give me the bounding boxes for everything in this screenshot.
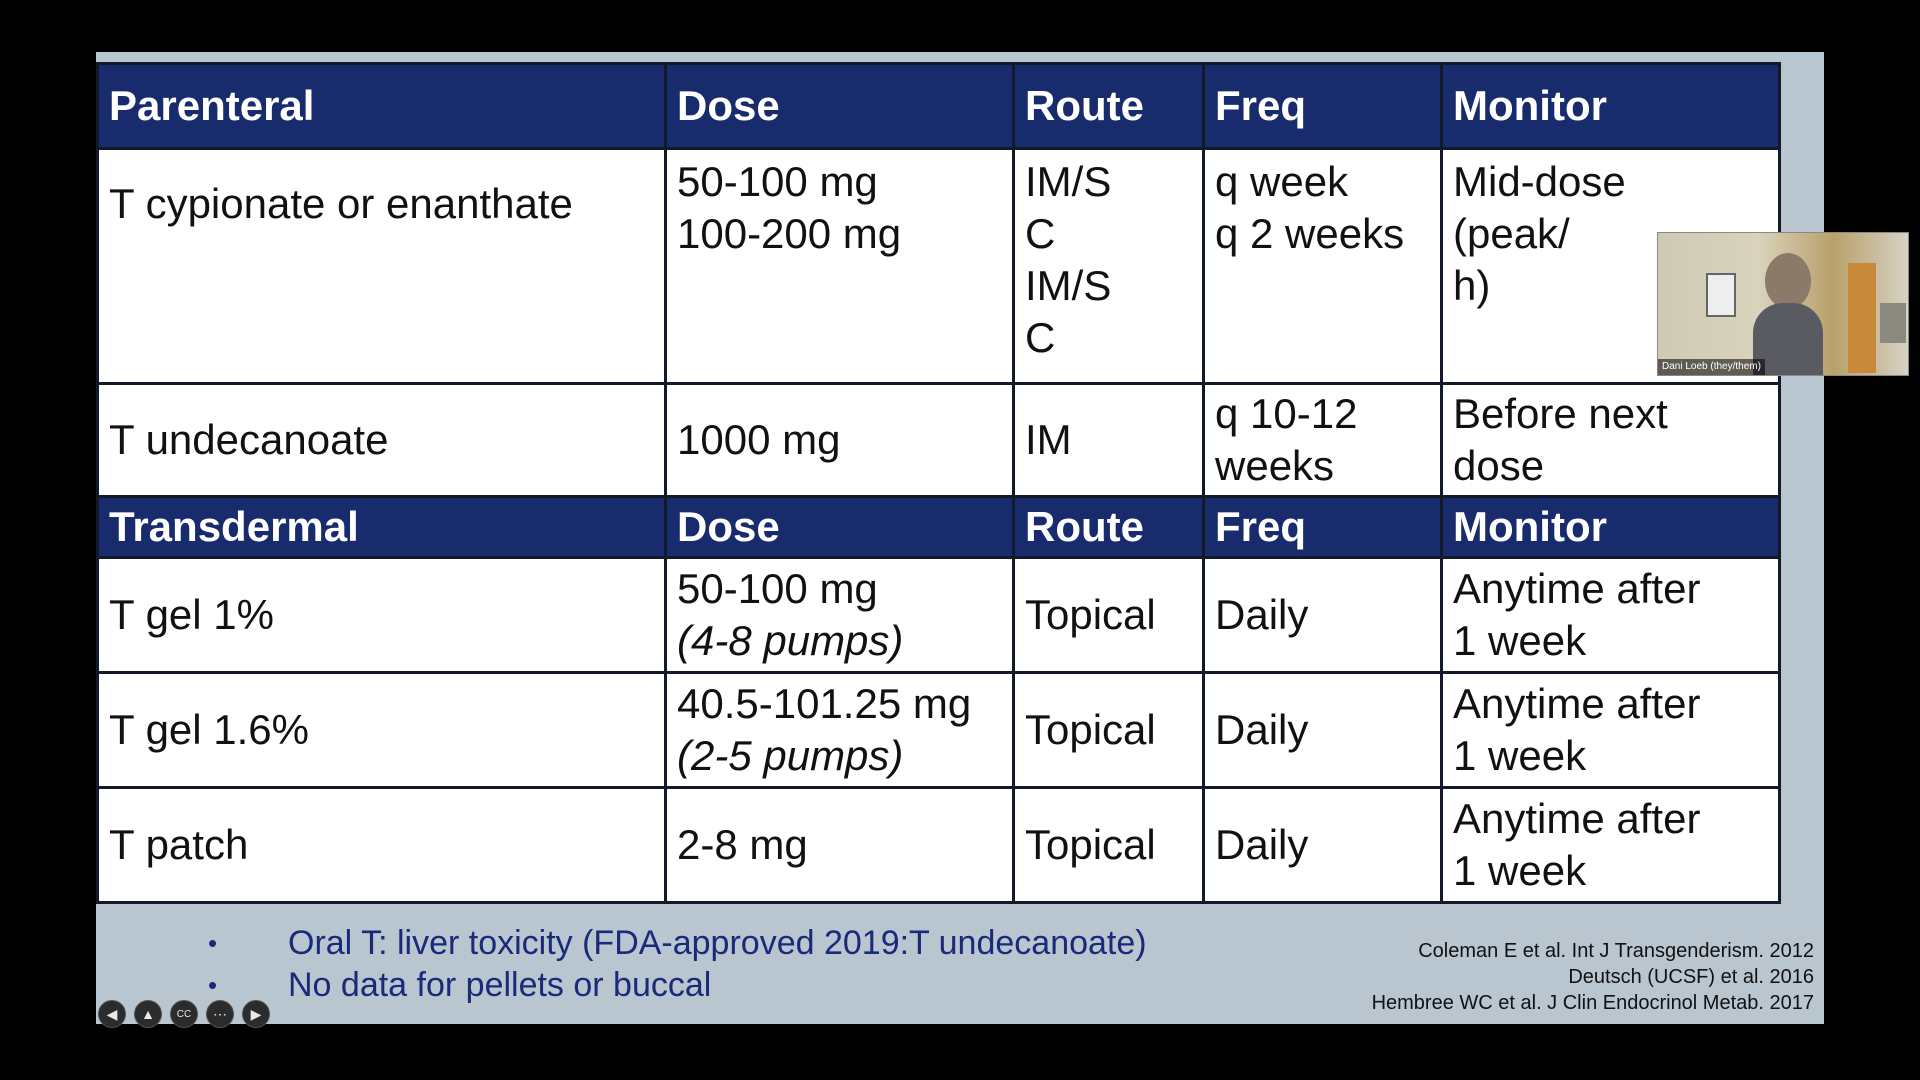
list-item bbox=[208, 964, 1147, 1006]
bullet-icon: • bbox=[208, 969, 218, 1000]
table-row bbox=[98, 558, 1780, 673]
table-header-parenteral bbox=[98, 64, 1780, 149]
header-cell: Monitor bbox=[1442, 497, 1780, 558]
dose-cell: 40.5-101.25 mg (2-5 pumps) bbox=[666, 673, 1014, 788]
reference: Coleman E et al. Int J Transgenderism. 2012 bbox=[1418, 940, 1814, 962]
route-cell: Topical bbox=[1014, 558, 1204, 673]
medication-table bbox=[96, 62, 1781, 904]
route-cell: Topical bbox=[1014, 673, 1204, 788]
monitor-cell: Anytime after 1 week bbox=[1442, 788, 1780, 903]
monitor-cell: Anytime after 1 week bbox=[1442, 558, 1780, 673]
route-cell: IM bbox=[1014, 384, 1204, 497]
header-cell: Dose bbox=[666, 497, 1014, 558]
upload-icon[interactable]: ▲ bbox=[134, 1000, 162, 1028]
video-caption: Dani Loeb (they/them) bbox=[1658, 359, 1765, 375]
table-row bbox=[98, 149, 1780, 384]
bullet-text: Oral T: liver toxicity (FDA-approved 2019:T undecanoate) bbox=[288, 923, 1147, 962]
bullet-icon: • bbox=[208, 927, 218, 958]
table-header-transdermal bbox=[98, 497, 1780, 558]
wall-picture bbox=[1706, 273, 1736, 317]
more-icon[interactable]: ⋯ bbox=[206, 1000, 234, 1028]
table-row bbox=[98, 384, 1780, 497]
header-cell: Parenteral bbox=[98, 64, 666, 149]
reference: Deutsch (UCSF) et al. 2016 bbox=[1568, 966, 1814, 988]
drug-name: T patch bbox=[98, 788, 666, 903]
header-cell: Transdermal bbox=[98, 497, 666, 558]
dose-cell: 1000 mg bbox=[666, 384, 1014, 497]
bullet-text: No data for pellets or buccal bbox=[288, 965, 712, 1004]
freq-cell: Daily bbox=[1204, 673, 1442, 788]
arrow-left-icon[interactable]: ◀ bbox=[98, 1000, 126, 1028]
freq-cell: q week q 2 weeks bbox=[1204, 149, 1442, 384]
route-cell: Topical bbox=[1014, 788, 1204, 903]
arrow-right-icon[interactable]: ▶ bbox=[242, 1000, 270, 1028]
wall-panel bbox=[1880, 303, 1906, 343]
header-cell: Route bbox=[1014, 497, 1204, 558]
monitor-cell: Mid-dose (peak/ h) bbox=[1442, 149, 1780, 384]
playback-controls bbox=[98, 1000, 270, 1028]
drug-name: T cypionate or enanthate bbox=[98, 149, 666, 384]
freq-cell: Daily bbox=[1204, 558, 1442, 673]
table-row bbox=[98, 673, 1780, 788]
speaker-figure bbox=[1753, 253, 1823, 375]
header-cell: Monitor bbox=[1442, 64, 1780, 149]
monitor-cell: Before next dose bbox=[1442, 384, 1780, 497]
drug-name: T undecanoate bbox=[98, 384, 666, 497]
freq-cell: Daily bbox=[1204, 788, 1442, 903]
dose-cell: 2-8 mg bbox=[666, 788, 1014, 903]
video-thumbnail[interactable] bbox=[1657, 232, 1909, 376]
table-row bbox=[98, 788, 1780, 903]
list-item bbox=[208, 922, 1147, 964]
freq-cell: q 10-12 weeks bbox=[1204, 384, 1442, 497]
reference: Hembree WC et al. J Clin Endocrinol Metab. 2017 bbox=[1371, 992, 1814, 1014]
dose-cell: 50-100 mg (4-8 pumps) bbox=[666, 558, 1014, 673]
header-cell: Freq bbox=[1204, 497, 1442, 558]
references bbox=[1372, 938, 1814, 1016]
route-cell: IM/S C IM/S C bbox=[1014, 149, 1204, 384]
drug-name: T gel 1.6% bbox=[98, 673, 666, 788]
monitor-cell: Anytime after 1 week bbox=[1442, 673, 1780, 788]
dose-cell: 50-100 mg 100-200 mg bbox=[666, 149, 1014, 384]
header-cell: Route bbox=[1014, 64, 1204, 149]
header-cell: Dose bbox=[666, 64, 1014, 149]
slide bbox=[96, 52, 1824, 1024]
bullet-list bbox=[208, 922, 1147, 1006]
door bbox=[1848, 263, 1876, 373]
drug-name: T gel 1% bbox=[98, 558, 666, 673]
header-cell: Freq bbox=[1204, 64, 1442, 149]
captions-icon[interactable]: CC bbox=[170, 1000, 198, 1028]
